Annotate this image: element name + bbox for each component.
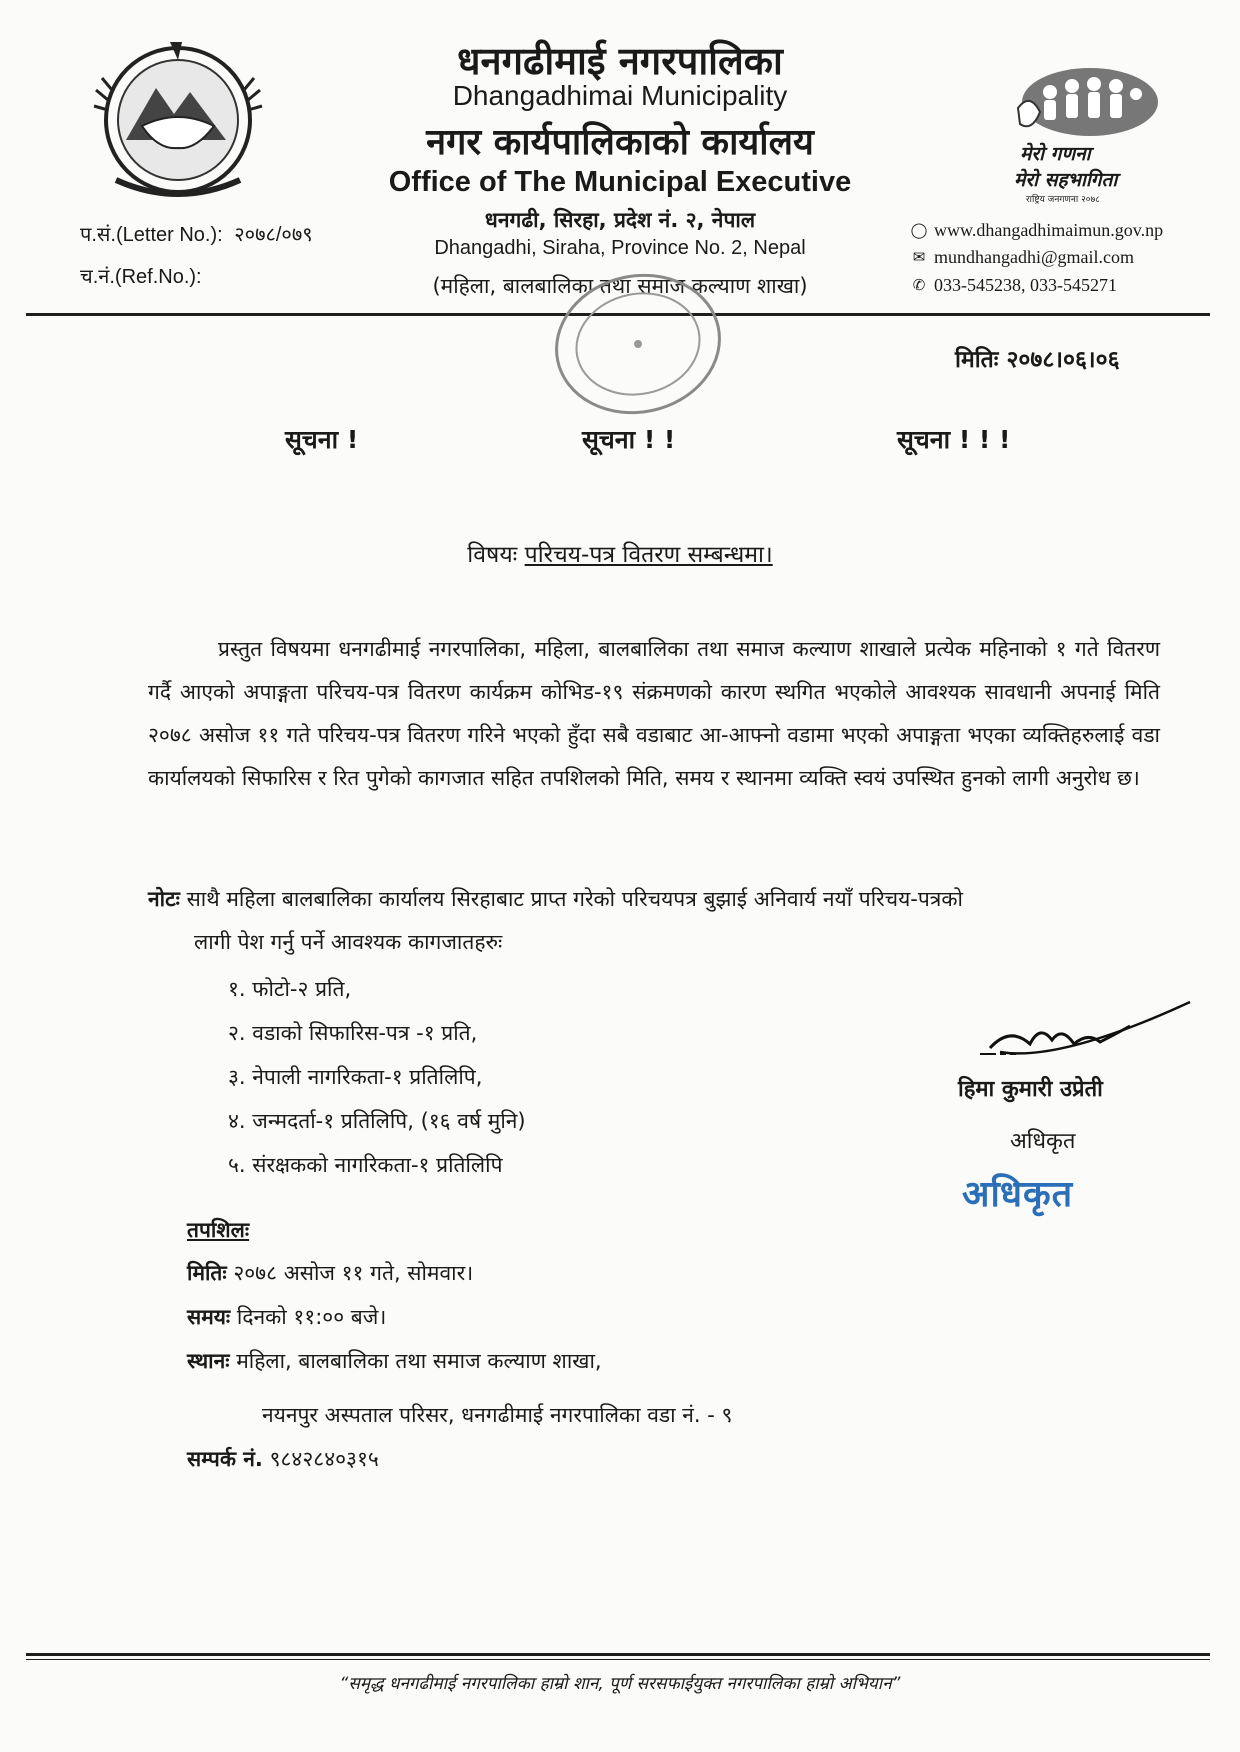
address-np: धनगढी, सिरहा, प्रदेश नं. २, नेपाल: [484, 208, 756, 232]
schedule-time-label: समयः: [187, 1305, 231, 1329]
website-text: www.dhangadhimaimun.gov.np: [934, 220, 1164, 240]
body-text: प्रस्तुत विषयमा धनगढीमाई नगरपालिका, महिला, बालबालिका तथा समाज कल्याण शाखाले प्रत्येक महिनाको १ गते वितरण गर्दै आएको अपाङ्गता परिचय-पत्र वितरण कार्यक्रम कोभिड-१९ संक्रमणको कारण स्थगित भएकोले आवश्यक सावधानी अपनाई मिति २०७८ असोज ११ गते परिचय-पत्र वितरण गरिने भएको हुँदा सबै वडाबाट आ-आफ्नो वडामा भएको अपाङ्गता भएका व्यक्तिहरुलाई वडा कार्यालयको सिफारिस र रित पुगेको कागजात सहित तपशिलको मिति, समय र स्थानमा व्यक्ति स्वयं उपस्थित हुनको लागी अनुरोध छ।: [148, 637, 1160, 790]
footer-rule: [26, 1653, 1210, 1656]
phone-icon: ✆: [912, 277, 926, 294]
ref-number: [80, 262, 202, 289]
letter-number: [80, 220, 313, 247]
census-logo: [1010, 62, 1160, 205]
letter-date: [955, 342, 1120, 374]
letter-number-label: प.सं.(Letter No.):: [80, 224, 223, 246]
footer-rule-thin: [26, 1659, 1210, 1660]
schedule-place-line2: नयनपुर अस्पताल परिसर, धनगढीमाई नगरपालिका वडा नं. - ९: [262, 1403, 733, 1427]
census-people-icon: [1010, 62, 1160, 142]
officer-stamp: अधिकृत: [962, 1174, 1074, 1215]
signature: [940, 996, 1200, 1126]
schedule-contact-value: ९८४२८४०३१५: [269, 1447, 379, 1471]
note-line2: लागी पेश गर्नु पर्ने आवश्यक कागजातहरुः: [194, 930, 503, 954]
municipality-name-np: धनगढीमाई नगरपालिका: [457, 39, 783, 83]
list-item: २. वडाको सिफारिस-पत्र -१ प्रति,: [228, 1021, 478, 1045]
list-item: १. फोटो-२ प्रति,: [228, 977, 352, 1001]
signatory-name: हिमा कुमारी उप्रेती: [958, 1077, 1103, 1102]
signatory-title: अधिकृत: [1010, 1129, 1076, 1154]
schedule-date-value: २०७८ असोज ११ गते, सोमवार।: [233, 1261, 474, 1285]
list-item: ३. नेपाली नागरिकता-१ प्रतिलिपि,: [228, 1065, 483, 1089]
schedule-time: [187, 1303, 386, 1331]
schedule-place-line1: महिला, बालबालिका तथा समाज कल्याण शाखा,: [236, 1349, 602, 1373]
email-text: mundhangadhi@gmail.com: [934, 247, 1135, 267]
municipality-name-en: Dhangadhimai Municipality: [452, 80, 788, 111]
contact-phone: [910, 275, 1117, 296]
note-label: नोटः: [148, 887, 180, 911]
note-block: [148, 878, 1160, 964]
subject-text: परिचय-पत्र वितरण सम्बन्धमा।: [524, 542, 773, 568]
census-line2: मेरो सहभागिता: [1014, 169, 1118, 191]
contact-email: [910, 247, 1134, 268]
date-value: २०७८।०६।०६: [1006, 347, 1120, 373]
documents-list: [228, 967, 526, 1187]
globe-icon: ◯: [910, 222, 928, 239]
schedule-date-label: मितिः: [187, 1261, 227, 1285]
note-line1: साथै महिला बालबालिका कार्यालय सिरहाबाट प्राप्त गरेको परिचयपत्र बुझाई अनिवार्य नयाँ परिचय-पत्रको: [186, 887, 963, 911]
footer-slogan: “समृद्ध धनगढीमाई नगरपालिका हाम्रो शान, पूर्ण सरसफाईयुक्त नगरपालिका हाम्रो अभियान”: [339, 1674, 901, 1694]
nepal-emblem-logo: [86, 30, 266, 200]
census-line3: राष्ट्रिय जनगणना २०७८: [1026, 195, 1100, 205]
schedule-contact-label: सम्पर्क नं.: [187, 1447, 263, 1471]
date-label: मितिः: [955, 347, 999, 373]
office-name-np: नगर कार्यपालिकाको कार्यालय: [426, 122, 814, 163]
subject-line: [0, 537, 1240, 569]
phone-text: 033-545238, 033-545271: [934, 275, 1117, 295]
schedule-place: [187, 1347, 602, 1375]
census-line1: मेरो गणना: [1020, 143, 1091, 165]
body-paragraph: [148, 628, 1160, 800]
contact-website: [910, 220, 1163, 241]
schedule-place-label: स्थानः: [187, 1349, 230, 1373]
letter-number-value: २०७८/०७९: [234, 224, 313, 246]
notice-3: सूचना ! ! !: [897, 425, 1011, 454]
address-en: Dhangadhi, Siraha, Province No. 2, Nepal: [434, 237, 806, 259]
schedule-heading: तपशिलः: [187, 1218, 250, 1242]
list-item: ५. संरक्षकको नागरिकता-१ प्रतिलिपि: [228, 1153, 503, 1177]
schedule-contact: [187, 1445, 379, 1473]
branch-name: (महिला, बालबालिका तथा समाज कल्याण शाखा): [432, 274, 808, 298]
notice-2: सूचना ! !: [582, 425, 676, 454]
ref-number-label: च.नं.(Ref.No.):: [80, 266, 202, 288]
schedule-date: [187, 1259, 473, 1287]
list-item: ४. जन्मदर्ता-१ प्रतिलिपि, (१६ वर्ष मुनि): [228, 1109, 526, 1133]
office-name-en: Office of The Municipal Executive: [388, 166, 852, 198]
envelope-icon: ✉: [912, 249, 926, 266]
subject-label: विषयः: [467, 542, 518, 568]
office-seal-stamp: [548, 272, 728, 422]
notice-1: सूचना !: [285, 425, 359, 454]
schedule-time-value: दिनको ११:०० बजे।: [236, 1305, 387, 1329]
